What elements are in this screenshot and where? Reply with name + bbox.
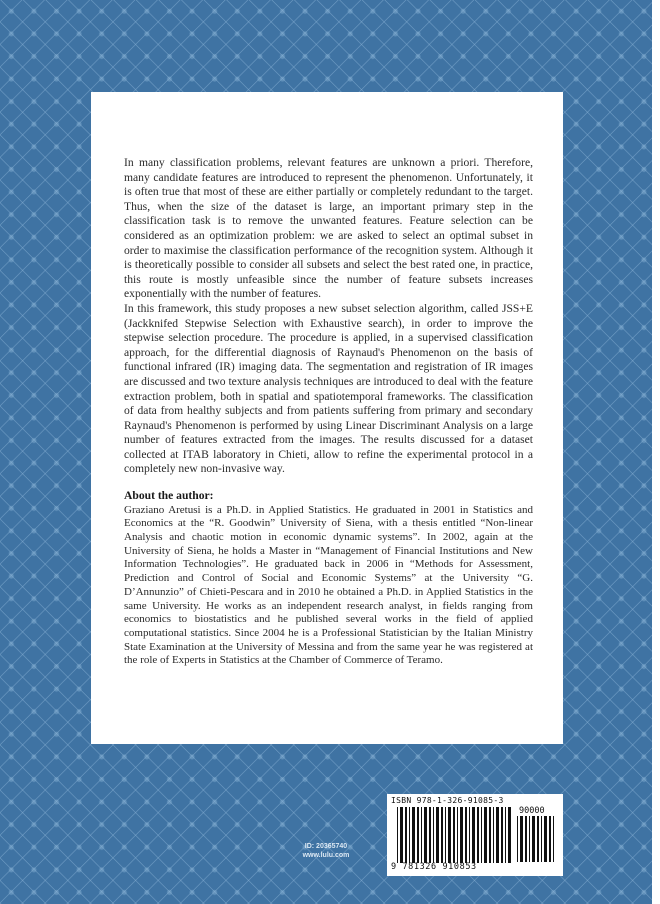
isbn-label: ISBN 978-1-326-91085-3 bbox=[391, 796, 504, 805]
price-barcode-icon bbox=[517, 816, 557, 862]
about-author-text: Graziano Aretusi is a Ph.D. in Applied Statistics. He graduated in 2001 in Statistics and Economics at the “R. Goodwin” University of Siena, with a thesis entitled “Non-linear Analysis and chaotic motion in economic dynamic systems”. In 2002, again at the University of Siena, he holds a Master in “Management of Financial Institutions and New Information Technologies”. He graduated back in 2006 in “Methods for Assessment, Prediction and Control of Social and Economic Systems” at the University “G. D’Annunzio” of Chieti-Pescara and in 2010 he obtained a Ph.D. in Applied Statistics in the same University. He works as an independent research analyst, in fields ranging from economics to biostatistics and he published several works in the field of applied computational statistics. Since 2004 he is a Professional Statistician by the Italian Ministry State Examination at the University of Messina and from the same year he was registered at the role of Experts in Statistics at the Chamber of Commerce of Teramo. bbox=[124, 503, 533, 667]
about-author-heading: About the author: bbox=[124, 489, 214, 503]
abstract-paragraph-2: In this framework, this study proposes a new subset selection algorithm, called JSS+E (Jackknifed Stepwise Selection with Exhaustive search), in order to improve the stepwise selection procedure. The procedure is applied, in a supervised classification approach, for the differential diagnosis of Raynaud's Phenomenon on the basis of functional infrared (IR) imaging data. The segmentation and registration of IR images are discussed and two texture analysis techniques are introduced to deal with the feature extraction problem, both in spatial and spatiotemporal frameworks. The classification of data from healthy subjects and from patients suffering from primary and secondary Raynaud's Phenomenon is performed by using Linear Discriminant Analysis on a large number of features extracted from the images. The results discussed for a dataset collected at ITAB laboratory in Chieti, allow to refine the experimental protocol in a completely new non-invasive way. bbox=[124, 301, 533, 476]
barcode-digits: 9 781326 910853 bbox=[391, 862, 477, 872]
publisher-imprint bbox=[282, 842, 370, 860]
publisher-url: www.lulu.com bbox=[302, 852, 350, 859]
publisher-id: ID: 20365740 bbox=[304, 843, 348, 850]
barcode-box bbox=[387, 794, 563, 876]
text-panel bbox=[91, 92, 563, 744]
abstract-paragraph-1: In many classification problems, relevant features are unknown a priori. Therefore, many candidate features are introduced to represent the phenomenon. Unfortunately, it is often true that most of these are either partially or completely redundant to the target. Thus, when the size of the dataset is large, an important primary step in the classification task is to remove the unwanted features. Feature selection can be considered as an optimization problem: we are asked to select an optimal subset in order to maximise the classification performance of the recognition system. Although it is theoretically possible to consider all subsets and select the best rated one, in practice, this route is mostly unfeasible since the number of feature subsets increases exponentially with the number of features. bbox=[124, 156, 533, 301]
price-code: 90000 bbox=[519, 806, 545, 816]
isbn-barcode-icon bbox=[397, 807, 511, 863]
